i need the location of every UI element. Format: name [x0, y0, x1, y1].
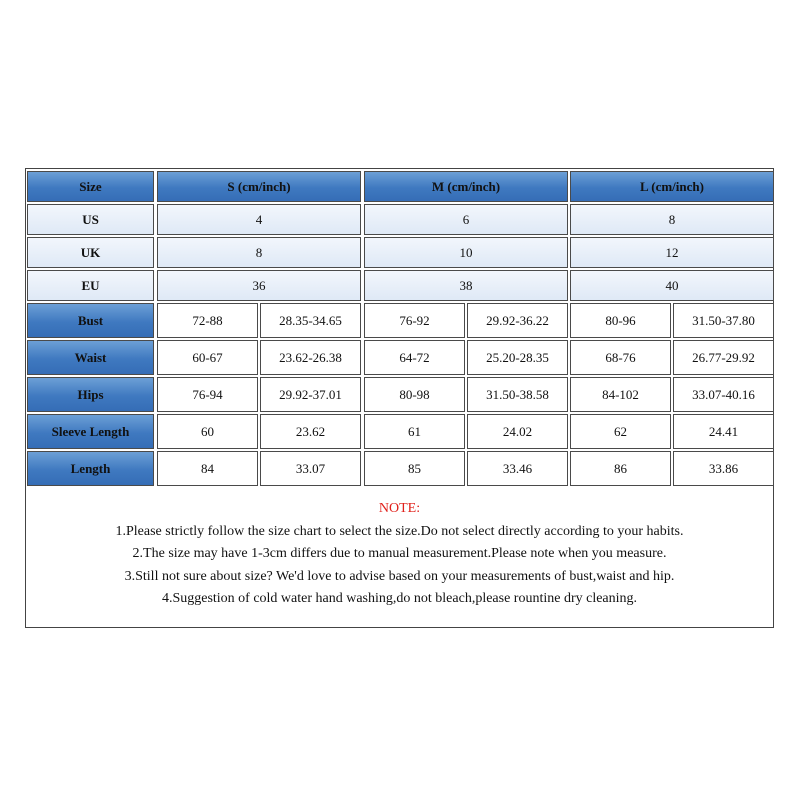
note-title: NOTE:: [378, 501, 421, 516]
waist-l-cm: 68-76: [570, 340, 671, 375]
sleeve-s-inch: 23.62: [260, 414, 361, 449]
length-s-cm: 84: [157, 451, 258, 486]
waist-l-inch: 26.77-29.92: [673, 340, 774, 375]
notes-section: [26, 498, 773, 611]
row-label-length: Length: [27, 451, 154, 486]
sleeve-m-cm: 61: [364, 414, 465, 449]
waist-s-cm: 60-67: [157, 340, 258, 375]
hips-s-cm: 76-94: [157, 377, 258, 412]
sleeve-l-cm: 62: [570, 414, 671, 449]
eu-value-s: 36: [157, 270, 361, 301]
hips-l-inch: 33.07-40.16: [673, 377, 774, 412]
row-label-eu: EU: [27, 270, 154, 301]
bust-m-cm: 76-92: [364, 303, 465, 338]
sleeve-m-inch: 24.02: [467, 414, 568, 449]
us-value-s: 4: [157, 204, 361, 235]
hips-m-cm: 80-98: [364, 377, 465, 412]
length-s-inch: 33.07: [260, 451, 361, 486]
row-label-bust: Bust: [27, 303, 154, 338]
waist-s-inch: 23.62-26.38: [260, 340, 361, 375]
header-size-l: L (cm/inch): [570, 171, 774, 202]
length-m-cm: 85: [364, 451, 465, 486]
row-label-us: US: [27, 204, 154, 235]
note-line-3: 3.Still not sure about size? We'd love to advise based on your measurements of bust,waist and hip.: [124, 568, 675, 584]
length-m-inch: 33.46: [467, 451, 568, 486]
hips-s-inch: 29.92-37.01: [260, 377, 361, 412]
eu-value-m: 38: [364, 270, 568, 301]
bust-m-inch: 29.92-36.22: [467, 303, 568, 338]
hips-m-inch: 31.50-38.58: [467, 377, 568, 412]
sleeve-l-inch: 24.41: [673, 414, 774, 449]
header-size-s: S (cm/inch): [157, 171, 361, 202]
bust-s-inch: 28.35-34.65: [260, 303, 361, 338]
us-value-l: 8: [570, 204, 774, 235]
hips-l-cm: 84-102: [570, 377, 671, 412]
eu-value-l: 40: [570, 270, 774, 301]
sleeve-s-cm: 60: [157, 414, 258, 449]
waist-m-cm: 64-72: [364, 340, 465, 375]
note-line-2: 2.The size may have 1-3cm differs due to manual measurement.Please note when you measure.: [132, 546, 667, 561]
length-l-cm: 86: [570, 451, 671, 486]
uk-value-m: 10: [364, 237, 568, 268]
bust-l-inch: 31.50-37.80: [673, 303, 774, 338]
header-size-label: Size: [27, 171, 154, 202]
row-label-waist: Waist: [27, 340, 154, 375]
bust-l-cm: 80-96: [570, 303, 671, 338]
header-size-m: M (cm/inch): [364, 171, 568, 202]
uk-value-s: 8: [157, 237, 361, 268]
bust-s-cm: 72-88: [157, 303, 258, 338]
waist-m-inch: 25.20-28.35: [467, 340, 568, 375]
length-l-inch: 33.86: [673, 451, 774, 486]
row-label-sleeve-length: Sleeve Length: [27, 414, 154, 449]
note-line-1: 1.Please strictly follow the size chart to select the size.Do not select directly according to your habits.: [115, 523, 684, 539]
note-line-4: 4.Suggestion of cold water hand washing,do not bleach,please rountine dry cleaning.: [161, 591, 638, 606]
uk-value-l: 12: [570, 237, 774, 268]
us-value-m: 6: [364, 204, 568, 235]
row-label-hips: Hips: [27, 377, 154, 412]
row-label-uk: UK: [27, 237, 154, 268]
